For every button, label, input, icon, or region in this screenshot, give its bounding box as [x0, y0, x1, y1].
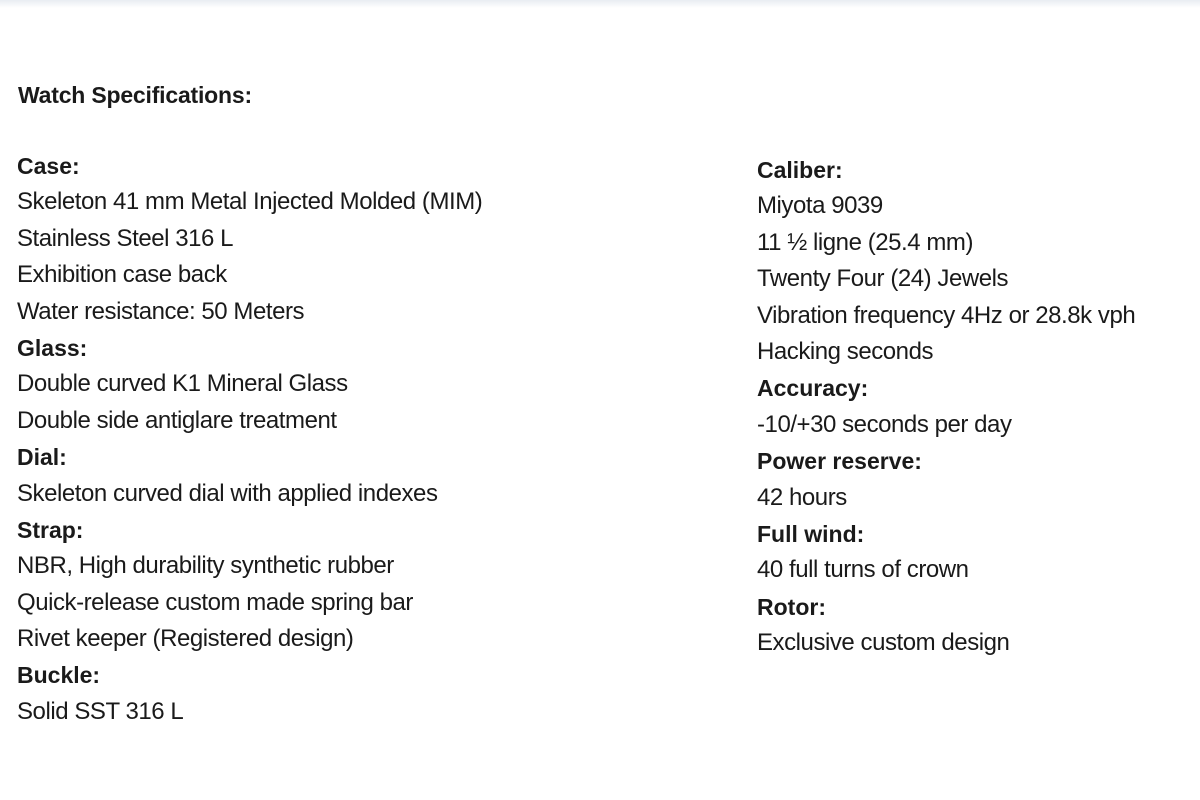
buckle-spec-line: Solid SST 316 L: [17, 697, 184, 725]
buckle-spec-list: [17, 694, 657, 730]
left-spec-column: [17, 148, 657, 730]
strap-spec-line: Rivet keeper (Registered design): [17, 625, 354, 653]
caliber-spec-line: 11 ½ ligne (25.4 mm): [757, 228, 973, 256]
rotor-spec-line: Exclusive custom design: [757, 629, 1010, 657]
case-spec-line: Stainless Steel 316 L: [17, 224, 234, 252]
accuracy-section: [757, 370, 1197, 443]
full-wind-heading: Full wind:: [757, 520, 865, 547]
strap-heading: Strap:: [17, 516, 84, 543]
caliber-spec-line: Miyota 9039: [757, 192, 883, 220]
case-spec-line: Skeleton 41 mm Metal Injected Molded (MIM): [17, 188, 483, 216]
rotor-section: [757, 589, 1197, 662]
caliber-spec-line: Twenty Four (24) Jewels: [757, 265, 1009, 293]
right-spec-column: [757, 152, 1197, 661]
buckle-heading: Buckle:: [17, 662, 101, 689]
accuracy-heading: Accuracy:: [757, 375, 869, 402]
case-section: [17, 148, 657, 330]
page-title: Watch Specifications:: [18, 82, 252, 108]
strap-spec-list: [17, 548, 657, 657]
accuracy-spec-line: -10/+30 seconds per day: [757, 410, 1012, 438]
dial-spec-list: [17, 476, 657, 512]
glass-spec-line: Double curved K1 Mineral Glass: [17, 370, 348, 398]
glass-section: [17, 330, 657, 439]
power-reserve-section: [757, 443, 1197, 516]
accuracy-spec-list: [757, 407, 1197, 443]
case-spec-list: [17, 184, 657, 330]
dial-section: [17, 439, 657, 512]
page-top-edge: [0, 0, 1200, 8]
caliber-heading: Caliber:: [757, 157, 843, 183]
buckle-section: [17, 657, 657, 730]
case-spec-line: Water resistance: 50 Meters: [17, 297, 305, 325]
caliber-spec-line: Hacking seconds: [757, 337, 934, 365]
case-spec-line: Exhibition case back: [17, 261, 227, 289]
glass-heading: Glass:: [17, 334, 88, 361]
strap-spec-line: Quick-release custom made spring bar: [17, 588, 413, 616]
strap-section: [17, 512, 657, 658]
glass-spec-line: Double side antiglare treatment: [17, 406, 337, 434]
glass-spec-list: [17, 366, 657, 439]
rotor-heading: Rotor:: [757, 593, 826, 620]
caliber-spec-line: Vibration frequency 4Hz or 28.8k vph: [757, 301, 1136, 329]
power-reserve-heading: Power reserve:: [757, 448, 922, 475]
caliber-spec-list: [757, 188, 1197, 370]
rotor-spec-list: [757, 625, 1197, 661]
full-wind-spec-line: 40 full turns of crown: [757, 556, 969, 584]
caliber-section: [757, 152, 1197, 370]
full-wind-section: [757, 516, 1197, 589]
power-reserve-spec-line: 42 hours: [757, 483, 847, 511]
dial-spec-line: Skeleton curved dial with applied indexes: [17, 479, 438, 507]
dial-heading: Dial:: [17, 444, 67, 471]
power-reserve-spec-list: [757, 480, 1197, 516]
full-wind-spec-list: [757, 552, 1197, 588]
case-heading: Case:: [17, 153, 80, 179]
strap-spec-line: NBR, High durability synthetic rubber: [17, 552, 394, 580]
